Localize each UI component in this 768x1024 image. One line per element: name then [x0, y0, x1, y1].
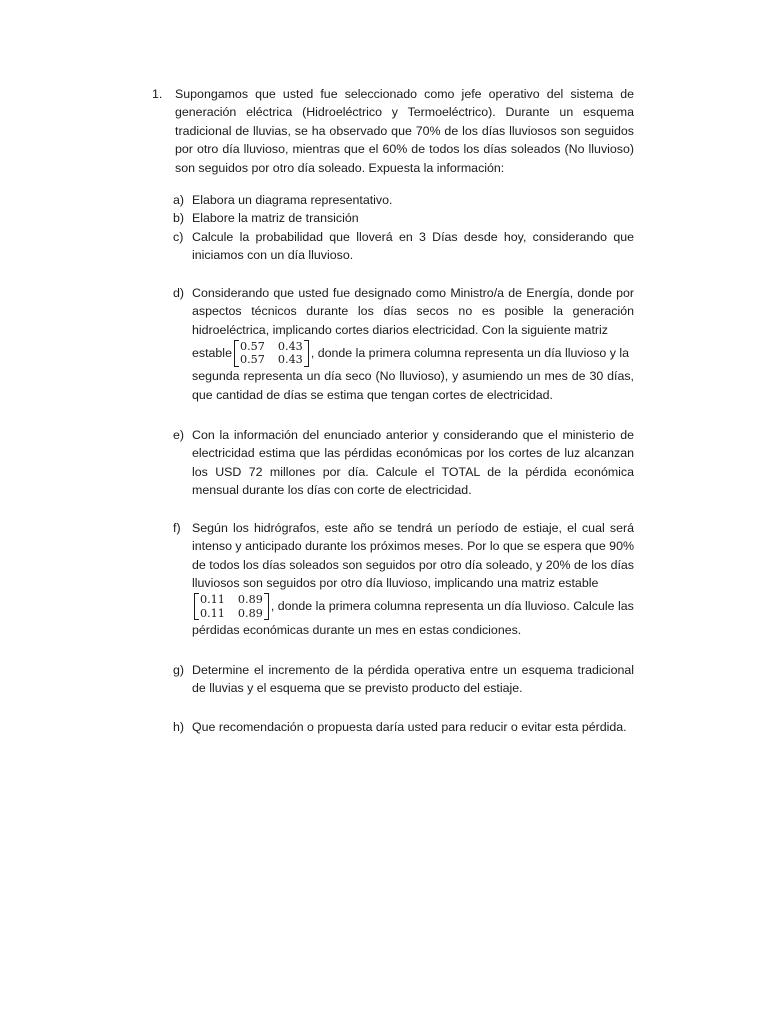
item-d-matrix-line [192, 339, 634, 367]
item-f-text-after: pérdidas económicas durante un mes en estas condiciones. [192, 622, 522, 637]
matrix-cell: 0.43 [277, 339, 303, 353]
item-f-label: f) [173, 521, 181, 535]
item-d-body [192, 284, 634, 404]
item-a-text: Elabora un diagrama representativo. [192, 193, 393, 207]
item-d-label: d) [173, 286, 185, 300]
item-h-text: Que recomendación o propuesta daría usted para reducir o evitar esta pérdida. [192, 720, 627, 734]
matrix-cell: 0.11 [200, 606, 225, 620]
matrix-cell: 0.11 [200, 593, 225, 607]
item-h-label: h) [173, 720, 185, 734]
item-f-matrix-line [192, 593, 634, 621]
item-d-after-matrix: , donde la primera columna representa un día lluvioso y la [310, 346, 630, 361]
item-f-after-matrix: , donde la primera columna representa un día lluvioso. Calcule las [270, 599, 634, 614]
item-f-body [192, 519, 634, 639]
problem-number: 1. [152, 87, 163, 101]
item-d-text-before: Considerando que usted fue designado como Ministro/a de Energía, donde por aspectos técnicos durante los días secos no es posible la generación hidroeléctrica, implicando cortes diarios electricidad. Con la siguiente matriz [192, 286, 634, 337]
item-b-text: Elabore la matriz de transición [192, 211, 359, 225]
item-e-text: Con la información del enunciado anterior y considerando que el ministerio de electricidad estima que las pérdidas económicas por los cortes de luz alcanzan los USD 72 millones por día. Calcule el TOTAL de la pérdida económica mensual durante los días con corte de electricidad. [192, 428, 634, 498]
matrix-cell: 0.89 [237, 606, 263, 620]
matrix-cell: 0.57 [239, 353, 265, 367]
stable-matrix-f [194, 593, 269, 620]
matrix-cell: 0.89 [237, 593, 263, 607]
matrix-cells [239, 340, 304, 367]
matrix-right-bracket [304, 340, 309, 367]
problem-intro: Supongamos que usted fue seleccionado como jefe operativo del sistema de generación eléctrica (Hidroeléctrico y Termoeléctrico). Durante un esquema tradicional de lluvias, se ha observado que 70% de los días lluviosos son seguidos por otro día lluvioso, mientras que el 60% de todos los días soleados (No lluvioso) son seguidos por otro día soleado. Expuesta la información: [175, 87, 634, 175]
item-c-label: c) [173, 230, 184, 244]
matrix-right-bracket [264, 593, 269, 620]
matrix-cell: 0.43 [277, 353, 303, 367]
item-b-label: b) [173, 211, 185, 225]
matrix-cell: 0.57 [239, 339, 265, 353]
item-e-label: e) [173, 428, 185, 442]
stable-matrix-d [234, 340, 309, 367]
item-g-text: Determine el incremento de la pérdida operativa entre un esquema tradicional de lluvias y el esquema que se previsto producto del estiaje. [192, 663, 634, 696]
item-f-text-before: Según los hidrógrafos, este año se tendrá un período de estiaje, el cual será intenso y anticipado durante los próximos meses. Por lo que se espera que 90% de todos los días soleados son seguidos por otro día soleado, y 20% de los días lluviosos son seguidos por otro día lluvioso, implicando una matriz estable [192, 521, 634, 591]
item-g-label: g) [173, 663, 185, 677]
matrix-cells [199, 593, 264, 620]
item-d-text-after: segunda representa un día seco (No lluvioso), y asumiendo un mes de 30 días, que cantidad de días se estima que tengan cortes de electricidad. [192, 369, 634, 402]
item-c-text: Calcule la probabilidad que lloverá en 3 Días desde hoy, considerando que iniciamos con un día lluvioso. [192, 230, 634, 263]
item-d-stable-word: estable [192, 346, 232, 361]
item-a-label: a) [173, 193, 185, 207]
